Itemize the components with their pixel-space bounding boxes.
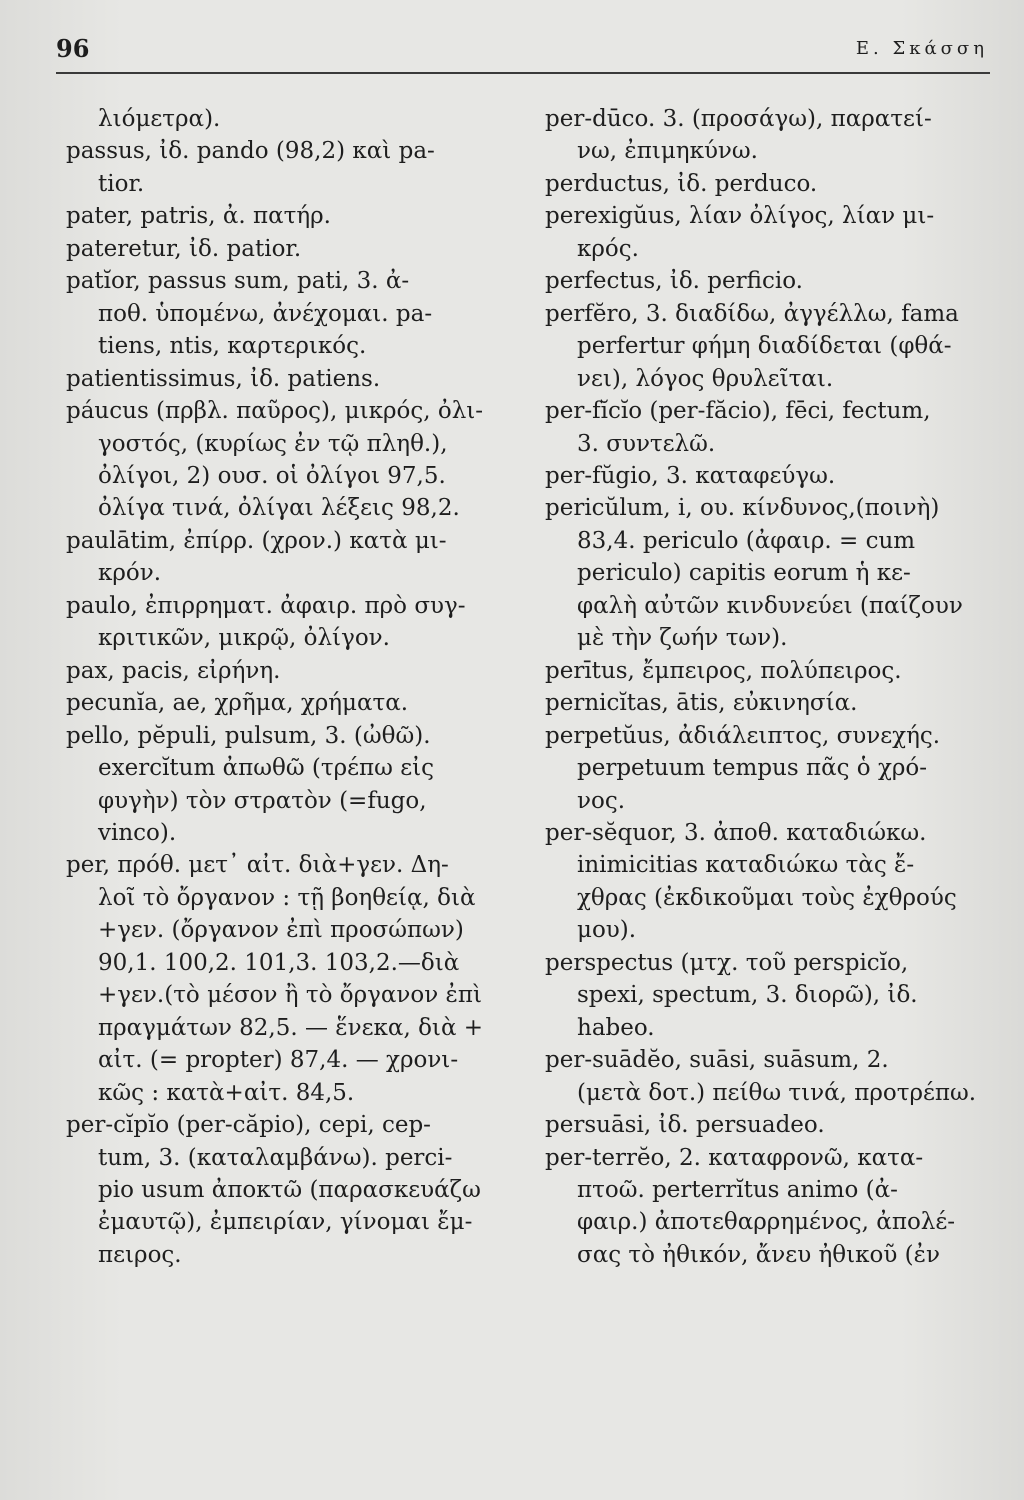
- dictionary-entry-line: pecunĭa, ae, χρῆμα, χρήματα.: [66, 690, 409, 717]
- dictionary-entry-line: per-fĭcĭo (per-făcio), fēci, fectum,: [545, 398, 931, 425]
- dictionary-continuation-line: νος.: [577, 787, 626, 814]
- dictionary-entry-line: pax, pacis, εἰρήνη.: [66, 657, 281, 684]
- dictionary-continuation-line: pio usum ἀποκτῶ (παρασκευάζω: [98, 1176, 481, 1203]
- dictionary-entry-line: perexigŭus, λίαν ὀλίγος, λίαν μι-: [545, 203, 935, 230]
- dictionary-entry-line: paulātim, ἐπίρρ. (χρον.) κατὰ μι-: [66, 527, 447, 554]
- dictionary-continuation-line: πτοῶ. perterrĭtus animo (ἀ-: [577, 1176, 898, 1203]
- dictionary-continuation-line: ποθ. ὑπομένω, ἀνέχομαι. pa-: [98, 300, 433, 327]
- dictionary-continuation-line: φαλὴ αὐτῶν κινδυνεύει (παίζουν: [577, 592, 963, 619]
- dictionary-continuation-line: λοῖ τὸ ὄργανον : τῇ βοηθείᾳ, διὰ: [98, 884, 476, 911]
- dictionary-continuation-line: κῶς : κατὰ+αἰτ. 84,5.: [98, 1079, 355, 1106]
- dictionary-entry-line: perductus, ἰδ. perduco.: [545, 170, 818, 197]
- dictionary-continuation-line: inimicitias καταδιώκω τὰς ἔ-: [577, 852, 915, 879]
- dictionary-continuation-line: πειρος.: [98, 1241, 182, 1268]
- dictionary-continuation-line: γοστός, (κυρίως ἐν τῷ πληθ.),: [98, 430, 448, 457]
- dictionary-continuation-line: κρός.: [577, 235, 639, 262]
- dictionary-continuation-line: +γεν.(τὸ μέσον ἢ τὸ ὄργανον ἐπὶ: [98, 982, 483, 1009]
- dictionary-entry-line: per-dūco. 3. (προσάγω), παρατεί-: [545, 106, 932, 132]
- dictionary-entry-line: perfĕro, 3. διαδίδω, ἀγγέλλω, fama: [545, 300, 959, 327]
- dictionary-continuation-line: νω, ἐπιμηκύνω.: [577, 138, 758, 165]
- dictionary-continuation-line: perfertur φήμη διαδίδεται (φθά-: [577, 333, 952, 360]
- dictionary-continuation-line: +γεν. (ὄργανον ἐπὶ προσώπων): [98, 917, 464, 944]
- dictionary-continuation-line: ἐμαυτῷ), ἐμπειρίαν, γίνομαι ἔμ-: [98, 1209, 473, 1236]
- dictionary-continuation-line: πραγμάτων 82,5. — ἕνεκα, διὰ +: [98, 1014, 484, 1041]
- dictionary-entry-line: páucus (πρβλ. παῦρος), μικρός, ὀλι-: [66, 398, 484, 425]
- dictionary-entry-line: pater, patris, ἀ. πατήρ.: [66, 203, 331, 230]
- dictionary-continuation-line: κριτικῶν, μικρῷ, ὀλίγον.: [98, 625, 390, 652]
- dictionary-continuation-line: 90,1. 100,2. 101,3. 103,2.—διὰ: [98, 949, 460, 976]
- dictionary-continuation-line: 83,4. periculo (ἀφαιρ. = cum: [577, 527, 916, 554]
- dictionary-entry-line: pateretur, ἰδ. patior.: [66, 235, 302, 262]
- right-column: [545, 103, 989, 1271]
- dictionary-continuation-line: ὀλίγα τινά, ὀλίγαι λέξεις 98,2.: [98, 495, 460, 522]
- dictionary-continuation-line: habeo.: [577, 1014, 655, 1041]
- dictionary-continuation-line: tum, 3. (καταλαμβάνω). perci-: [98, 1144, 453, 1171]
- dictionary-continuation-line: κρόν.: [98, 560, 162, 587]
- dictionary-entry-line: per-terrĕo, 2. καταφρονῶ, κατα-: [545, 1144, 924, 1171]
- dictionary-entry-line: perspectus (μτχ. τοῦ perspicĭo,: [545, 949, 909, 976]
- dictionary-entry-line: patientissimus, ἰδ. patiens.: [66, 365, 381, 392]
- dictionary-continuation-line: αἰτ. (= propter) 87,4. — χρονι-: [98, 1047, 459, 1074]
- dictionary-continuation-line: 3. συντελῶ.: [577, 430, 716, 457]
- dictionary-entry-line: per-fŭgio, 3. καταφεύγω.: [545, 462, 836, 489]
- dictionary-entry-line: paulo, ἐπιρρηματ. ἀφαιρ. πρὸ συγ-: [66, 592, 466, 619]
- dictionary-continuation-line: μὲ τὴν ζωήν των).: [577, 625, 788, 652]
- dictionary-continuation-line: νει), λόγος θρυλεῖται.: [577, 365, 834, 392]
- dictionary-continuation-line: spexi, spectum, 3. διορῶ), ἰδ.: [577, 982, 918, 1009]
- dictionary-continuation-line: perpetuum tempus πᾶς ὁ χρό-: [577, 755, 928, 782]
- dictionary-continuation-line: (μετὰ δοτ.) πείθω τινά, προτρέπω.: [577, 1079, 977, 1106]
- dictionary-entry-line: perfectus, ἰδ. perficio.: [545, 268, 803, 295]
- page-number: 96: [56, 34, 90, 63]
- dictionary-continuation-line: tiens, ntis, καρτερικός.: [98, 333, 367, 360]
- dictionary-entry-line: passus, ἰδ. pando (98,2) καὶ pa-: [66, 138, 435, 165]
- dictionary-entry-line: pello, pĕpuli, pulsum, 3. (ὠθῶ).: [66, 722, 431, 749]
- running-head: Ε. Σκάσση: [855, 38, 988, 59]
- dictionary-continuation-line: χθρας (ἐκδικοῦμαι τοὺς ἐχθρούς: [577, 884, 957, 911]
- header-rule: [56, 72, 990, 74]
- dictionary-continuation-line: periculo) capitis eorum ἡ κε-: [577, 560, 911, 587]
- dictionary-continuation-line: φαιρ.) ἀποτεθαρρημένος, ἀπολέ-: [577, 1209, 956, 1236]
- dictionary-entry-line: per, πρόθ. μετ᾿ αἰτ. διὰ+γεν. Δη-: [66, 852, 449, 879]
- left-column: [66, 103, 506, 1271]
- dictionary-entry-line: perītus, ἔμπειρος, πολύπειρος.: [545, 657, 902, 684]
- dictionary-entry-line: per-cĭpĭo (per-căpio), cepi, cep-: [66, 1112, 431, 1139]
- dictionary-continuation-line: exercĭtum ἀπωθῶ (τρέπω εἰς: [98, 755, 435, 782]
- dictionary-continuation-line: ὀλίγοι, 2) ουσ. οἱ ὀλίγοι 97,5.: [98, 462, 446, 489]
- dictionary-continuation-line: tior.: [98, 170, 145, 197]
- dictionary-entry-line: patĭor, passus sum, pati, 3. ἀ-: [66, 268, 410, 295]
- dictionary-entry-line: persuāsi, ἰδ. persuadeo.: [545, 1112, 825, 1139]
- dictionary-entry-line: pericŭlum, i, ου. κίνδυνος,(ποινὴ): [545, 495, 940, 522]
- dictionary-entry-line: perpetŭus, ἀδιάλειπτος, συνεχής.: [545, 722, 941, 749]
- dictionary-continuation-line: σας τὸ ἠθικόν, ἄνευ ἠθικοῦ (ἐν: [577, 1241, 940, 1268]
- dictionary-entry-line: per-suādĕo, suāsi, suāsum, 2.: [545, 1047, 889, 1074]
- dictionary-continuation-line: λιόμετρα).: [98, 106, 221, 132]
- dictionary-continuation-line: φυγὴν) τὸν στρατὸν (=fugo,: [98, 787, 427, 814]
- dictionary-entry-line: per-sĕquor, 3. ἀποθ. καταδιώκω.: [545, 819, 927, 846]
- dictionary-entry-line: pernicĭtas, ātis, εὐκινησία.: [545, 690, 858, 717]
- dictionary-continuation-line: vinco).: [98, 819, 177, 846]
- dictionary-continuation-line: μου).: [577, 917, 637, 944]
